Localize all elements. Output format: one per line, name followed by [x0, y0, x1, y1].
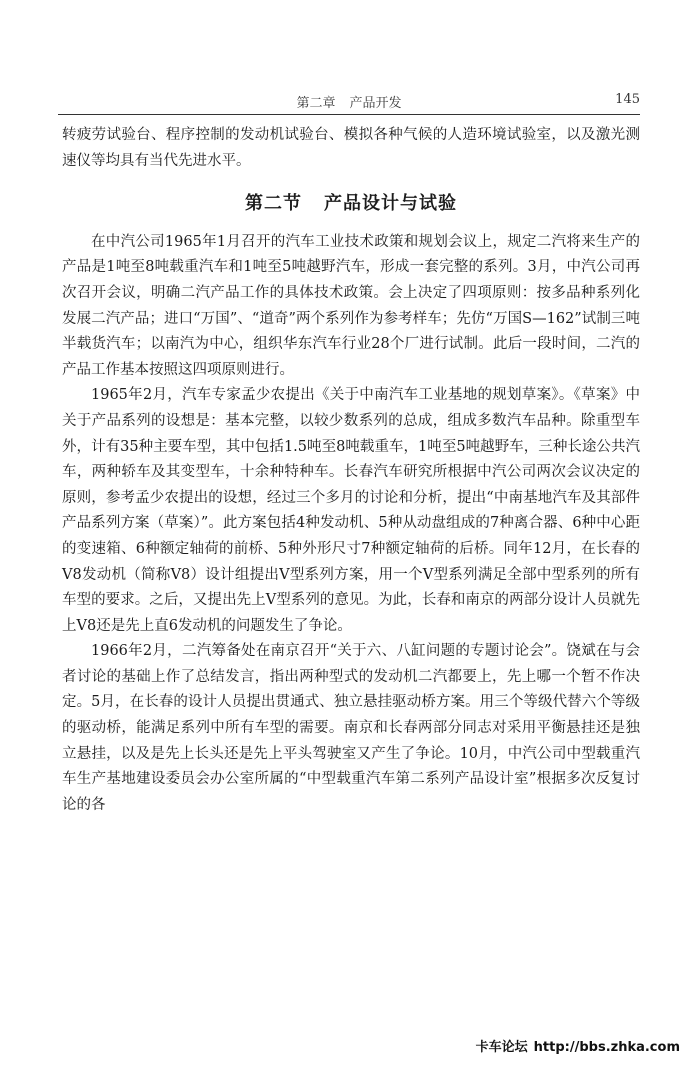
paragraph-3: 1966年2月，二汽筹备处在南京召开“关于六、八缸问题的专题讨论会”。饶斌在与会者讨论的基础上作了总结发言，指出两种型式的发动机二汽都要上，先上哪一个暂不作决定。5月，在长春的设计人员提出贯通式、独立悬挂驱动桥方案。用三个等级代替六个等级的驱动桥，能满足系列中所有车型的需要。南京和长春两部分同志对采用平衡悬挂还是独立悬挂，以及是先上长头还是先上平头驾驶室又产生了争论。10月，中汽公司中型载重汽车生产基地建设委员会办公室所属的“中型载重汽车第二系列产品设计室”根据多次反复讨论的各 [62, 643, 640, 813]
section-number: 第二节 [245, 193, 302, 215]
chapter-title: 产品开发 [349, 96, 402, 111]
section-heading [62, 191, 640, 217]
watermark-site-name: 卡车论坛 [475, 1040, 528, 1055]
paragraph-2: 1965年2月，汽车专家孟少农提出《关于中南汽车工业基地的规划草案》。《草案》中关于产品系列的设想是：基本完整，以较少数系列的总成，组成多数汽车品种。除重型车外，计有35种主要车型，其中包括1.5吨至8吨载重车，1吨至5吨越野车，三种长途公共汽车，两种轿车及其变型车，十余种特种车。长春汽车研究所根据中汽公司两次会议决定的原则，参考孟少农提出的设想，经过三个多月的讨论和分析，提出“中南基地汽车及其部件产品系列方案（草案）”。此方案包括4种发动机、5种从动盘组成的7种离合器、6种中心距的变速箱、6种额定轴荷的前桥、5种外形尺寸7种额定轴荷的后桥。同年12月，在长春的V8发动机（简称V8）设计组提出V型系列方案，用一个V型系列满足全部中型系列的所有车型的要求。之后，又提出先上V型系列的意见。为此，长春和南京的两部分设计人员就先上V8还是先上直6发动机的问题发生了争论。 [62, 387, 640, 634]
running-header [58, 92, 640, 115]
site-watermark [476, 1036, 680, 1055]
watermark-url: http://bbs.zhka.com [533, 1040, 680, 1055]
chapter-heading [58, 92, 640, 111]
page-number: 145 [615, 92, 640, 107]
continuation-paragraph: 转疲劳试验台、程序控制的发动机试验台、模拟各种气候的人造环境试验室，以及激光测速仪等均具有当代先进水平。 [62, 127, 640, 169]
page-body [62, 123, 640, 818]
paragraph-1: 在中汽公司1965年1月召开的汽车工业技术政策和规划会议上，规定二汽将来生产的产品是1吨至8吨载重汽车和1吨至5吨越野汽车，形成一套完整的系列。3月，中汽公司再次召开会议，明确二汽产品工作的具体技术政策。会上决定了四项原则：按多品种系列化发展二汽产品；进口“万国”、“道奇”两个系列作为参考样车；先仿“万国S—162”试制三吨半载货汽车；以南汽为中心，组织华东汽车行业28个厂进行试制。此后一段时间，二汽的产品工作基本按照这四项原则进行。 [62, 233, 640, 378]
section-title: 产品设计与试验 [324, 193, 457, 215]
chapter-number: 第二章 [296, 96, 336, 111]
